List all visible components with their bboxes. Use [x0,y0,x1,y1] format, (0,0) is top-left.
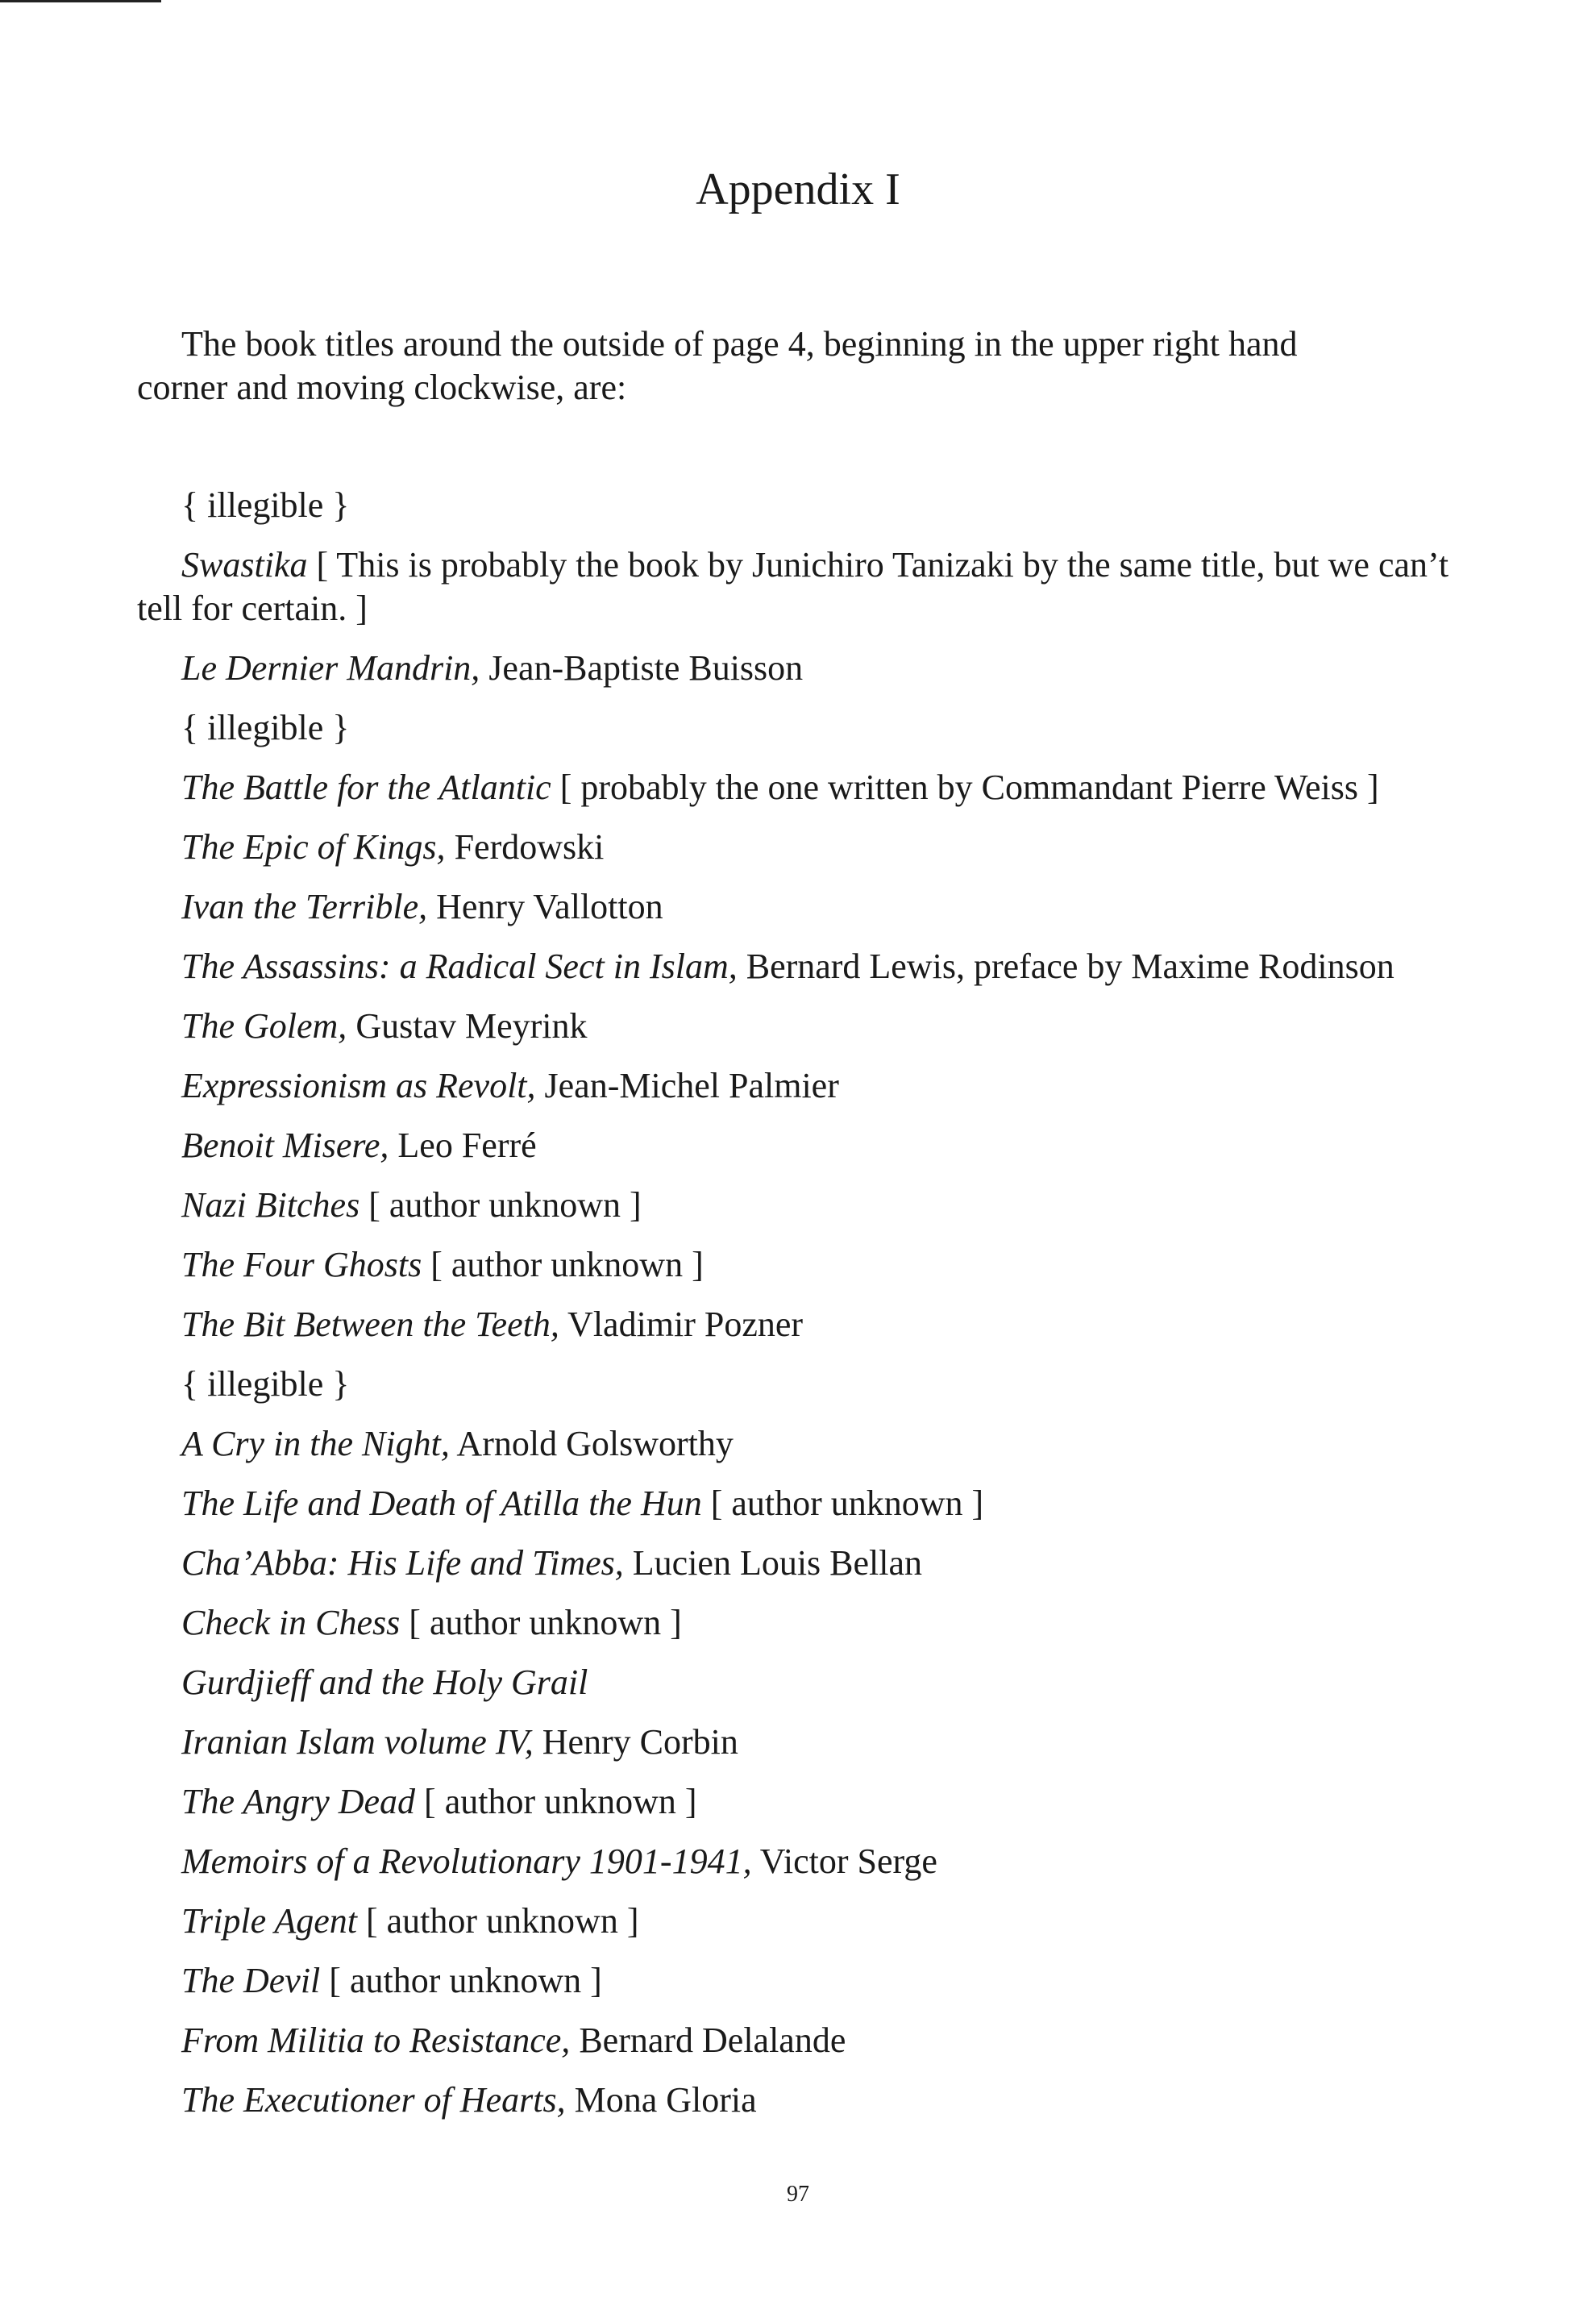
page-title: Appendix I [696,164,900,214]
book-title: The Executioner of Hearts, [181,2080,566,2120]
list-item [137,1721,1491,1764]
book-note: Bernard Delalande [570,2020,846,2060]
book-note: [ This is probably the book by Junichiro Tanizaki by the same title, but we can’t tell for certain. ] [137,545,1449,628]
book-title: Triple Agent [181,1901,357,1941]
book-note: [ author unknown ] [320,1961,602,2000]
book-note: Mona Gloria [565,2080,757,2120]
list-item [137,945,1491,988]
list-item [137,1124,1491,1167]
book-title: Nazi Bitches [181,1185,360,1225]
book-note: Arnold Golsworthy [449,1424,734,1463]
list-item [137,2079,1491,2122]
book-note: [ probably the one written by Commandant Pierre Weiss ] [551,768,1379,807]
book-title: The Assassins: a Radical Sect in Islam, [181,947,738,986]
book-note: Leo Ferré [389,1126,537,1165]
book-title: Expressionism as Revolt, [181,1066,536,1105]
list-item [137,706,1491,750]
book-title: Ivan the Terrible, [181,887,428,926]
book-note: [ author unknown ] [360,1185,642,1225]
book-note: { illegible } [181,708,350,747]
list-item [137,543,1491,630]
book-title-list [137,484,1491,2138]
book-title: A Cry in the Night, [181,1424,450,1463]
list-item [137,484,1491,527]
book-note: Victor Serge [751,1841,937,1881]
list-item [137,647,1491,690]
list-item [137,1184,1491,1227]
book-note: [ author unknown ] [415,1782,697,1821]
book-title: The Epic of Kings, [181,827,446,867]
list-item [137,1243,1491,1287]
book-title: Memoirs of a Revolutionary 1901-1941, [181,1841,752,1881]
book-note: Jean-Baptiste Buisson [480,648,804,688]
book-title: The Four Ghosts [181,1245,422,1284]
book-note: Vladimir Pozner [559,1305,804,1344]
book-title: Benoit Misere, [181,1126,389,1165]
book-note: { illegible } [181,485,350,525]
book-title: The Battle for the Atlantic [181,768,551,807]
book-title: Cha’Abba: His Life and Times, [181,1543,624,1583]
list-item [137,766,1491,809]
top-rule [0,0,161,2]
book-title: The Golem, [181,1006,347,1046]
book-note: Lucien Louis Bellan [623,1543,923,1583]
book-note: [ author unknown ] [356,1901,639,1941]
book-note: [ author unknown ] [422,1245,704,1284]
book-title: Gurdjieff and the Holy Grail [181,1662,588,1702]
book-note: Gustav Meyrink [347,1006,588,1046]
book-title: The Life and Death of Atilla the Hun [181,1484,702,1523]
page-number: 97 [787,2182,809,2207]
list-item [137,826,1491,869]
list-item [137,1482,1491,1525]
book-title: Le Dernier Mandrin, [181,648,480,688]
list-item [137,1303,1491,1346]
list-item [137,1780,1491,1824]
book-note: Jean-Michel Palmier [535,1066,839,1105]
book-title: From Militia to Resistance, [181,2020,571,2060]
list-item [137,1661,1491,1704]
list-item [137,1840,1491,1883]
book-note: { illegible } [181,1364,350,1404]
book-title: Check in Chess [181,1603,401,1642]
book-title: Iranian Islam volume IV, [181,1722,534,1762]
list-item [137,1601,1491,1645]
book-note: Ferdowski [445,827,605,867]
list-item [137,1542,1491,1585]
list-item [137,1959,1491,2003]
list-item [137,885,1491,929]
book-note: Henry Vallotton [427,887,663,926]
book-note: Henry Corbin [533,1722,738,1762]
list-item [137,1422,1491,1466]
intro-paragraph: The book titles around the outside of page 4, beginning in the upper right hand corner and moving clockwise, are: [137,324,1298,407]
list-item [137,1064,1491,1108]
list-item [137,1363,1491,1406]
book-title: The Devil [181,1961,321,2000]
book-note: [ author unknown ] [400,1603,682,1642]
list-item [137,2019,1491,2062]
list-item [137,1005,1491,1048]
book-title: Swastika [181,545,308,585]
list-item [137,1900,1491,1943]
book-title: The Angry Dead [181,1782,416,1821]
book-note: Bernard Lewis, preface by Maxime Rodinson [737,947,1394,986]
book-note: [ author unknown ] [701,1484,984,1523]
book-title: The Bit Between the Teeth, [181,1305,559,1344]
